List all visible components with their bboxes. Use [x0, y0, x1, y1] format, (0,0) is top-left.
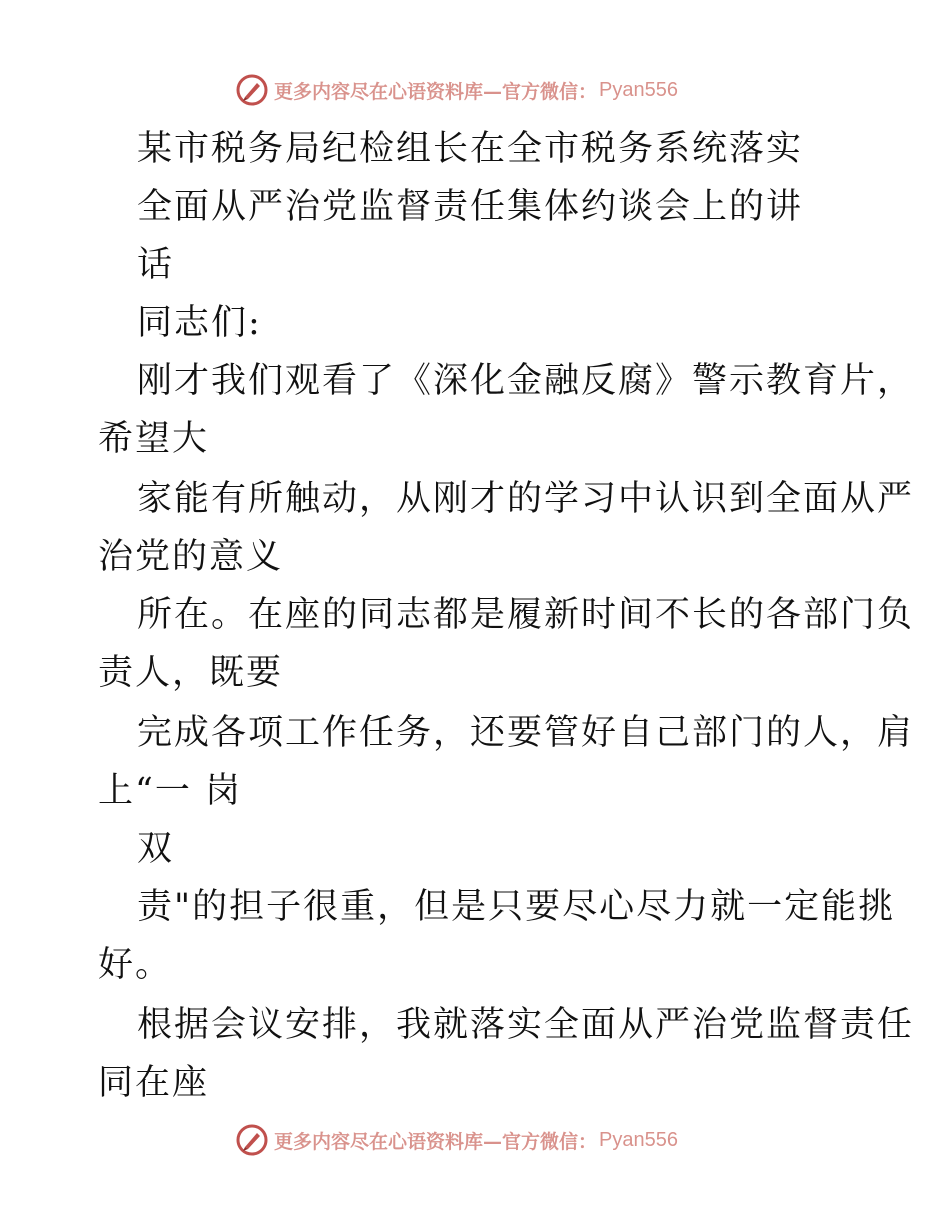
- paragraph-line: 双: [137, 829, 175, 869]
- title-line-2: 全面从严治党监督责任集体约谈会上的讲: [137, 187, 804, 227]
- header-watermark: [236, 73, 678, 107]
- pen-logo-icon: [236, 1124, 268, 1156]
- paragraph-line: 治党的意义: [98, 537, 284, 577]
- paragraph-line: 所在。在座的同志都是履新时间不长的各部门负: [137, 595, 915, 635]
- watermark-handle: Pyan556: [599, 78, 678, 101]
- paragraph-line: 完成各项工作任务，还要管好自己部门的人，肩: [137, 713, 915, 753]
- paragraph-line: 希望大: [98, 419, 210, 459]
- paragraph-line: 同在座: [98, 1063, 210, 1103]
- paragraph-line: 刚才我们观看了《深化金融反腐》警示教育片，: [137, 361, 915, 401]
- paragraph-line: 好。: [98, 945, 173, 985]
- pen-logo-icon: [236, 74, 268, 106]
- watermark-text: 更多内容尽在心语资料库—官方微信：: [274, 1130, 598, 1153]
- title-line-3: 话: [137, 245, 175, 285]
- watermark-text: 更多内容尽在心语资料库—官方微信：: [274, 80, 598, 103]
- salutation: 同志们:: [137, 303, 262, 343]
- footer-watermark: [236, 1123, 678, 1157]
- paragraph-line: 家能有所触动，从刚才的学习中认识到全面从严: [137, 479, 915, 519]
- paragraph-line: 责人，既要: [98, 653, 284, 693]
- paragraph-line: 责"的担子很重，但是只要尽心尽力就一定能挑: [137, 887, 896, 927]
- paragraph-line: 上“一 岗: [98, 771, 243, 811]
- paragraph-line: 根据会议安排，我就落实全面从严治党监督责任: [137, 1005, 915, 1045]
- watermark-handle: Pyan556: [599, 1128, 678, 1151]
- title-line-1: 某市税务局纪检组长在全市税务系统落实: [137, 129, 804, 169]
